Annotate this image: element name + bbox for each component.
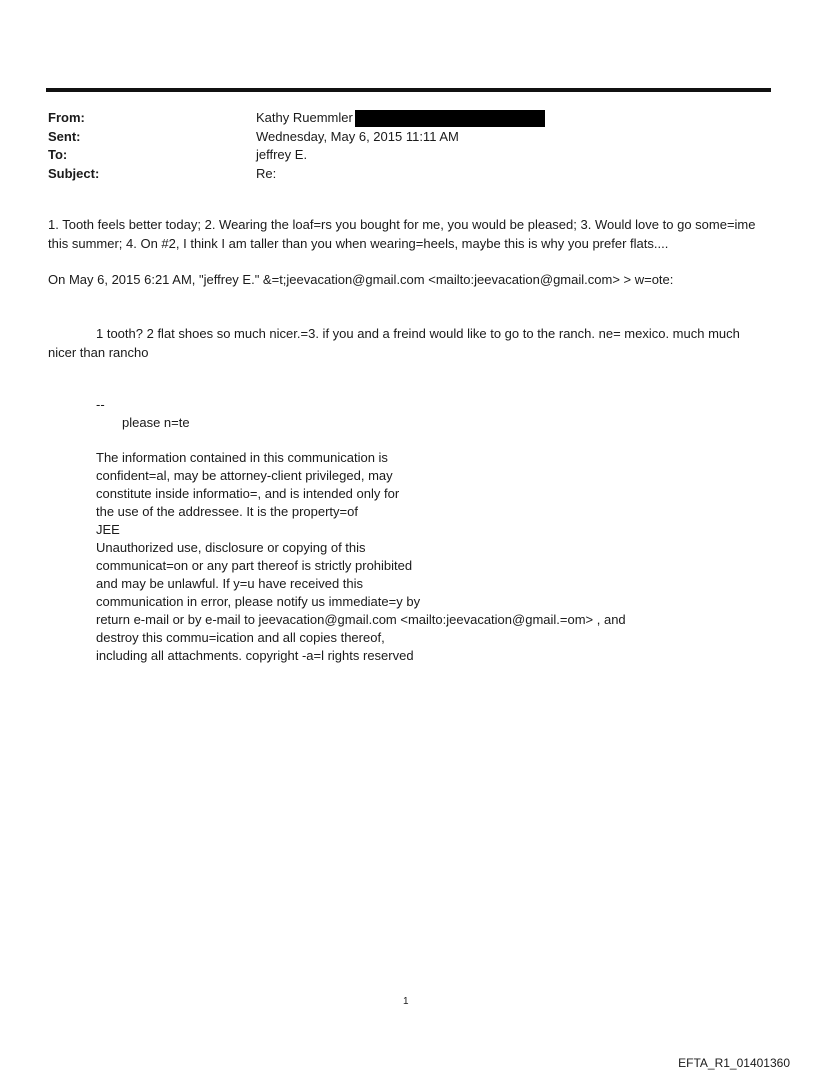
sent-value: Wednesday, May 6, 2015 11:11 AM	[256, 128, 459, 144]
disclaimer-line: communication in error, please notify us immediate=y by	[96, 594, 421, 609]
sent-label: Sent:	[48, 128, 81, 144]
from-label: From:	[48, 110, 85, 125]
disclaimer-line: the use of the addressee. It is the property=of	[96, 504, 358, 519]
to-row	[48, 146, 545, 165]
disclaimer-line: including all attachments. copyright -a=l rights reserved	[96, 648, 414, 663]
signature	[96, 396, 190, 432]
body-paragraph: 1. Tooth feels better today; 2. Wearing the loaf=rs you bought for me, you would be pleased; 3. Would love to go some=ime this summer; 4. On #2, I think I am taller than you when wearing=heels, maybe this is why you prefer flats....	[48, 217, 756, 251]
sent-row	[48, 128, 545, 147]
disclaimer-line: return e-mail or by e-mail to jeevacation@gmail.com <mailto:jeevacation@gmail.=om> , and	[96, 612, 626, 627]
signature-dashes: --	[96, 397, 105, 412]
disclaimer-line: confident=al, may be attorney-client privileged, may	[96, 468, 393, 483]
subject-row	[48, 165, 545, 184]
redaction-bar	[355, 110, 545, 127]
from-row	[48, 109, 545, 128]
disclaimer-line: communicat=on or any part thereof is strictly prohibited	[96, 558, 413, 573]
disclaimer-line: Unauthorized use, disclosure or copying of this	[96, 540, 366, 555]
quote-intro: On May 6, 2015 6:21 AM, "jeffrey E." &=t;jeevacation@gmail.com <mailto:jeevacation@gmail.com> > w=ote:	[48, 272, 674, 287]
from-value: Kathy Ruemmler	[256, 110, 353, 125]
email-header	[48, 109, 545, 183]
disclaimer-line: constitute inside informatio=, and is intended only for	[96, 486, 400, 501]
quoted-message: 1 tooth? 2 flat shoes so much nicer.=3. if you and a freind would like to go to the ranch. ne= mexico. much much nicer than rancho	[48, 326, 740, 360]
to-value: jeffrey E.	[256, 147, 308, 162]
subject-label: Subject:	[48, 165, 100, 181]
disclaimer	[96, 449, 626, 665]
page-number: 1	[403, 996, 409, 1007]
disclaimer-line: destroy this commu=ication and all copies thereof,	[96, 630, 385, 645]
header-rule	[46, 88, 771, 92]
signature-note: please n=te	[122, 415, 190, 430]
disclaimer-line: The information contained in this communication is	[96, 450, 388, 465]
to-label: To:	[48, 147, 68, 162]
subject-value: Re:	[256, 165, 277, 181]
document-id: EFTA_R1_01401360	[678, 1056, 790, 1070]
disclaimer-line: and may be unlawful. If y=u have received this	[96, 576, 364, 591]
disclaimer-line: JEE	[96, 522, 120, 537]
